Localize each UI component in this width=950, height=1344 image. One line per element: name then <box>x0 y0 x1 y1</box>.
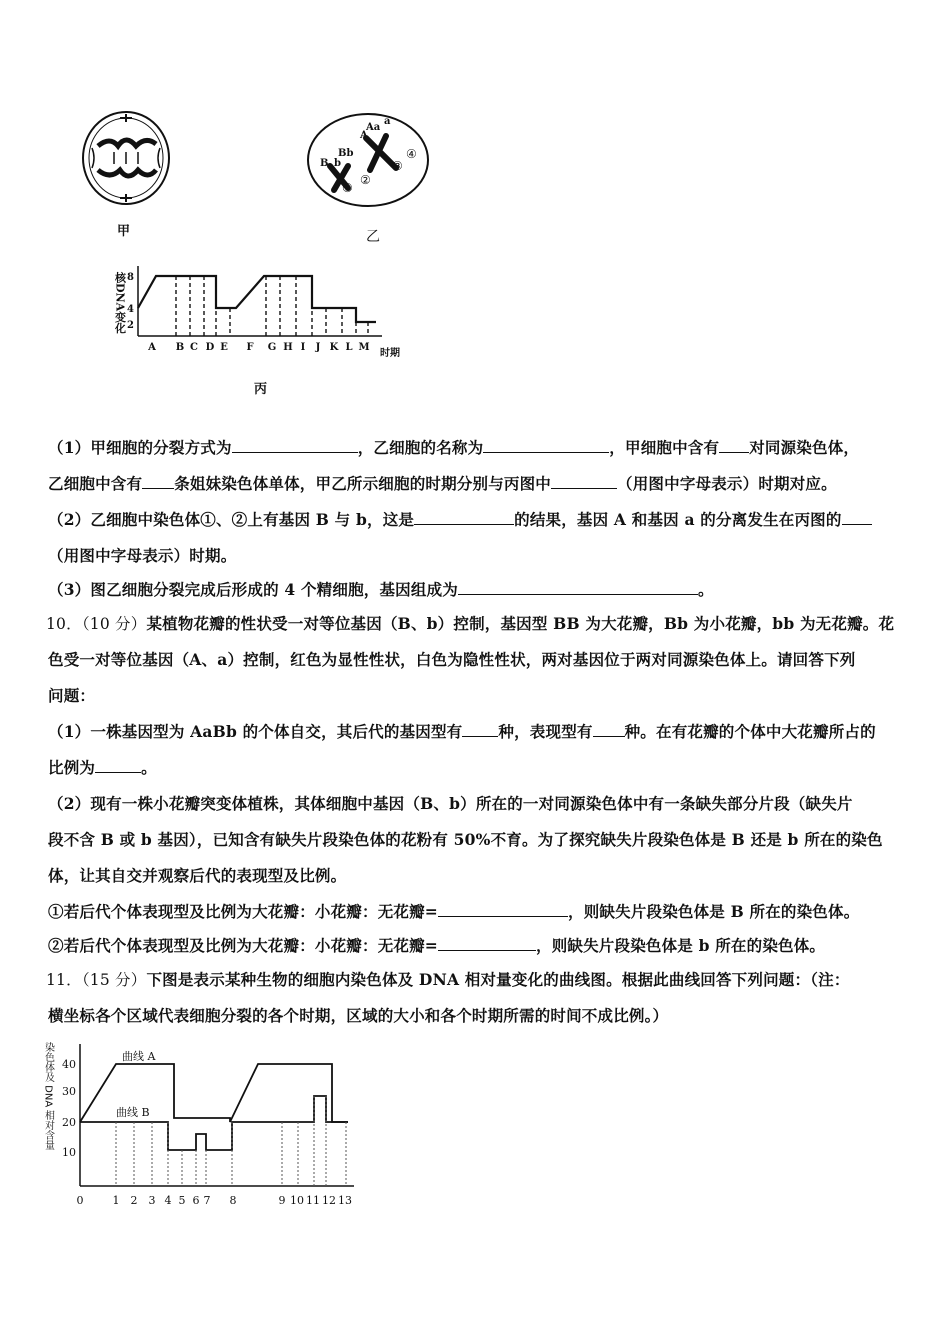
chromosome-2-label: ② <box>360 173 371 187</box>
gene-label-A: A <box>360 130 368 141</box>
bing-x-tick: M <box>358 342 370 353</box>
q9-part1-line1: （1）甲细胞的分裂方式为 ，乙细胞的名称为 ，甲细胞中含有 对同源染色体， <box>48 438 860 457</box>
figure-jia-label: 甲 <box>117 224 131 239</box>
q11-x-tick: 13 <box>338 1194 352 1207</box>
q10-case1: ①若后代个体表现型及比例为大花瓣：小花瓣：无花瓣= ，则缺失片段染色体是 B 所在的染色体。 <box>48 902 860 921</box>
bing-x-tick: C <box>190 342 198 353</box>
bing-x-tick: G <box>267 342 277 353</box>
q10-stem-line1: 10．（10 分）某植物花瓣的性状受一对等位基因（B、b）控制，基因型 BB 为大花瓣，Bb 为小花瓣，bb 为无花瓣。花 <box>46 614 895 633</box>
answer-blank[interactable] <box>438 901 568 917</box>
q11-y-tick: 40 <box>62 1058 76 1071</box>
q10-stem-line2: 色受一对等位基因（A、a）控制，红色为显性性状，白色为隐性性状，两对基因位于两对同源染色体上。请回答下列 <box>48 650 856 669</box>
answer-blank[interactable] <box>551 473 617 489</box>
q10-number: 10．（10 分） <box>46 615 147 633</box>
bing-x-tick: E <box>220 342 228 353</box>
gene-label-Bb: Bb <box>338 148 354 159</box>
q10-part2-line3: 体，让其自交并观察后代的表现型及比例。 <box>48 866 347 885</box>
answer-blank[interactable] <box>414 509 514 525</box>
answer-blank[interactable] <box>462 721 498 737</box>
q11-stem-line1: 11．（15 分）下图是表示某种生物的细胞内染色体及 DNA 相对量变化的曲线图。根据此曲线回答下列问题：（注： <box>46 970 850 989</box>
figure-yi-cell <box>304 108 436 210</box>
q11-x-tick: 9 <box>278 1194 286 1207</box>
bing-x-tick: D <box>205 342 215 353</box>
q9-part3-line1: （3）图乙细胞分裂完成后形成的 4 个精细胞，基因组成为 。 <box>48 580 714 599</box>
q9-part1-line2: 乙细胞中含有 条姐妹染色体单体，甲乙所示细胞的时期分别与丙图中 （用图中字母表示）时期对应。 <box>48 474 837 493</box>
bing-dna-curve <box>138 276 376 322</box>
q11-x-tick: 0 <box>76 1194 84 1207</box>
answer-blank[interactable] <box>438 935 536 951</box>
answer-blank[interactable] <box>458 579 698 595</box>
q11-number: 11．（15 分） <box>46 971 147 989</box>
figure-yi-label: 乙 <box>366 229 380 245</box>
bing-y-tick: 2 <box>127 320 134 331</box>
bing-x-tick: I <box>300 342 306 353</box>
bing-x-tick: L <box>345 342 353 353</box>
q11-y-axis-title: 染色体及 DNA 相对含量 <box>42 1042 54 1151</box>
q10-stem-line3: 问题： <box>48 686 96 705</box>
bing-x-axis-title: 时期 <box>380 348 400 359</box>
answer-blank[interactable] <box>593 721 625 737</box>
answer-blank[interactable] <box>232 437 358 453</box>
q11-x-tick: 4 <box>164 1194 172 1207</box>
chromosome-3-label: ③ <box>392 159 403 173</box>
q11-y-tick: 10 <box>62 1146 76 1159</box>
q11-x-tick: 2 <box>130 1194 138 1207</box>
answer-blank[interactable] <box>719 437 749 453</box>
q11-x-tick: 5 <box>178 1194 186 1207</box>
chromosome-4-label: ④ <box>406 147 417 161</box>
figure-jia-cell <box>80 108 176 210</box>
gene-label-a: a <box>384 116 391 127</box>
answer-blank[interactable] <box>142 473 174 489</box>
bing-x-tick: K <box>329 342 339 353</box>
q11-y-tick: 30 <box>62 1085 76 1098</box>
q11-x-tick: 8 <box>229 1194 237 1207</box>
gene-label-B: B <box>320 158 329 169</box>
q10-part1-line1: （1）一株基因型为 AaBb 的个体自交，其后代的基因型有 种，表现型有 种。在有花瓣的个体中大花瓣所占的 <box>48 722 876 741</box>
q9-part2-line1: （2）乙细胞中染色体①、②上有基因 B 与 b，这是 的结果，基因 A 和基因 a 的分离发生在丙图的 <box>48 508 908 530</box>
curve-b-line <box>80 1096 348 1150</box>
q11-x-tick: 10 <box>290 1194 304 1207</box>
bing-x-tick: J <box>315 342 321 353</box>
q10-part1-line2: 比例为 。 <box>48 758 157 777</box>
bing-x-tick: A <box>148 342 156 353</box>
q11-x-tick: 12 <box>322 1194 336 1207</box>
q10-part2-line2: 段不含 B 或 b 基因），已知含有缺失片段染色体的花粉有 50%不育。为了探究缺失片段染色体是 B 还是 b 所在的染色 <box>48 830 883 849</box>
q11-y-tick: 20 <box>62 1116 76 1129</box>
q10-case2: ②若后代个体表现型及比例为大花瓣：小花瓣：无花瓣= ，则缺失片段染色体是 b 所在的染色体。 <box>48 936 826 955</box>
gene-label-Aa: Aa <box>366 122 381 133</box>
figure-q11-chart <box>40 1036 370 1216</box>
curve-a-label: 曲线 A <box>122 1050 156 1063</box>
bing-x-tick: B <box>175 342 185 353</box>
bing-x-tick: F <box>246 342 254 353</box>
q11-stem-line2: 横坐标各个区域代表细胞分裂的各个时期，区域的大小和各个时期所需的时间不成比例。） <box>48 1006 669 1025</box>
figure-bing-label: 丙 <box>254 382 268 397</box>
answer-blank[interactable] <box>842 509 872 525</box>
q10-part2-line1: （2）现有一株小花瓣突变体植株，其体细胞中基因（B、b）所在的一对同源染色体中有一条缺失部分片段（缺失片 <box>48 794 853 813</box>
q11-x-tick: 3 <box>148 1194 156 1207</box>
bing-y-axis-title: 核DNA变化 <box>113 272 127 334</box>
gene-label-b: b <box>334 158 341 169</box>
bing-y-tick: 4 <box>127 304 134 315</box>
q9-part2-line2: （用图中字母表示）时期。 <box>48 546 237 565</box>
chromosome-1-label: ① <box>342 181 353 195</box>
q11-x-tick: 7 <box>203 1194 211 1207</box>
figure-bing-chart <box>100 258 420 366</box>
q11-x-tick: 6 <box>192 1194 200 1207</box>
answer-blank[interactable] <box>483 437 609 453</box>
q11-x-tick: 11 <box>306 1194 320 1207</box>
q11-x-tick: 1 <box>112 1194 120 1207</box>
answer-blank[interactable] <box>95 757 141 773</box>
bing-x-tick: H <box>283 342 293 353</box>
curve-b-label: 曲线 B <box>116 1106 150 1119</box>
bing-y-tick: 8 <box>127 272 134 283</box>
